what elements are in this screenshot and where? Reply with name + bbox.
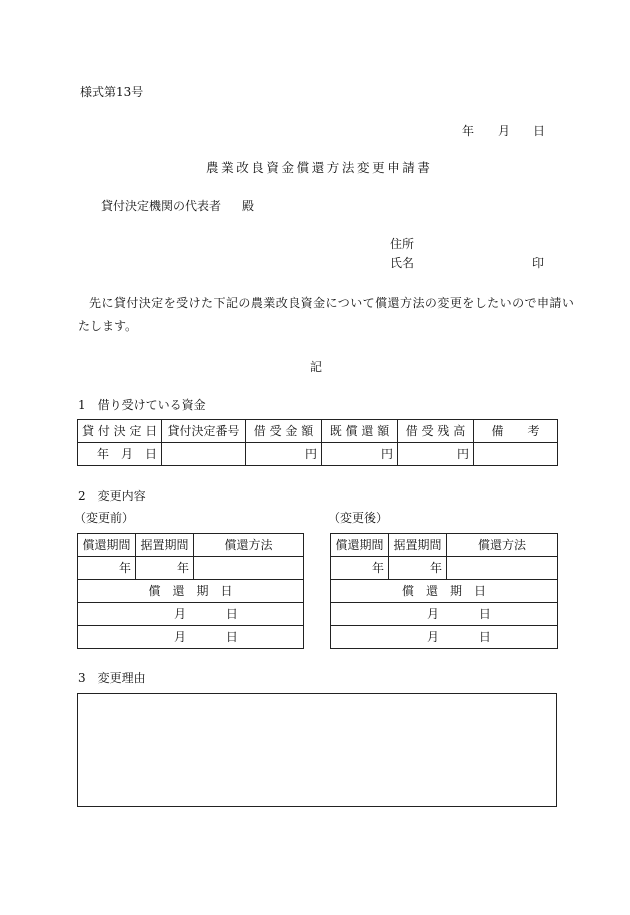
after-due-row: [331, 603, 558, 626]
before-header-method: 償還方法: [194, 534, 304, 557]
loan-amount-field[interactable]: 円: [246, 443, 322, 466]
after-header-period: 償還期間: [331, 534, 389, 557]
before-due-day-1: 日: [225, 607, 238, 621]
loan-table-row: [78, 443, 558, 466]
after-due-month-1: 月: [427, 607, 440, 621]
address-label: 住所: [390, 237, 415, 251]
before-due-month-1: 月: [174, 607, 187, 621]
loan-table: [77, 419, 558, 466]
date-month-label: 月: [498, 124, 511, 138]
header-remarks: 備 考: [474, 420, 558, 443]
section1-heading: 1 借り受けている資金: [78, 398, 206, 412]
before-due-day-2: 日: [225, 630, 238, 644]
balance-field[interactable]: 円: [398, 443, 474, 466]
before-due-month-2: 月: [174, 630, 187, 644]
header-balance: 借 受 残 高: [398, 420, 474, 443]
before-period-field[interactable]: 年: [78, 557, 136, 580]
date-day-label: 日: [533, 124, 546, 138]
after-due-date-field-1[interactable]: [331, 603, 558, 626]
header-decision-number: 貸付決定番号: [162, 420, 246, 443]
before-due-row: [78, 626, 304, 649]
after-period-field[interactable]: 年: [331, 557, 389, 580]
date-year-label: 年: [462, 124, 475, 138]
before-method-field[interactable]: [194, 557, 304, 580]
before-header-period: 償還期間: [78, 534, 136, 557]
before-table: [77, 533, 304, 649]
section3-heading: 3 変更理由: [78, 671, 146, 685]
after-due-row: [331, 626, 558, 649]
after-due-day-2: 日: [478, 630, 491, 644]
addressee-honorific: 殿: [242, 199, 255, 213]
decision-date-field[interactable]: 年 月 日: [78, 443, 162, 466]
repaid-amount-field[interactable]: 円: [322, 443, 398, 466]
remarks-field[interactable]: [474, 443, 558, 466]
after-due-month-2: 月: [427, 630, 440, 644]
addressee-label: 貸付決定機関の代表者: [101, 199, 222, 213]
before-due-row: [78, 603, 304, 626]
before-due-date-field-1[interactable]: [78, 603, 304, 626]
after-due-day-1: 日: [478, 607, 491, 621]
after-due-date-header: 償 還 期 日: [331, 580, 558, 603]
decision-number-field[interactable]: [162, 443, 246, 466]
after-header-deferment: 据置期間: [389, 534, 447, 557]
ki-label: 記: [310, 360, 323, 374]
after-method-field[interactable]: [447, 557, 558, 580]
after-deferment-field[interactable]: 年: [389, 557, 447, 580]
before-due-header-row: [78, 580, 304, 603]
after-header-row: [331, 534, 558, 557]
seal-label: 印: [532, 256, 545, 270]
name-label: 氏名: [390, 256, 415, 270]
body-text-line1: 先に貸付決定を受けた下記の農業改良資金について償還方法の変更をしたいので申請い: [89, 296, 575, 310]
loan-table-header-row: [78, 420, 558, 443]
before-due-date-field-2[interactable]: [78, 626, 304, 649]
page-title: 農業改良資金償還方法変更申請書: [206, 160, 433, 175]
change-reason-field[interactable]: [77, 693, 557, 807]
before-due-date-header: 償 還 期 日: [78, 580, 304, 603]
before-label: （変更前）: [74, 511, 135, 525]
after-table: [330, 533, 558, 649]
header-loan-amount: 借 受 金 額: [246, 420, 322, 443]
after-label: （変更後）: [328, 511, 389, 525]
after-due-header-row: [331, 580, 558, 603]
header-decision-date: 貸 付 決 定 日: [78, 420, 162, 443]
before-values-row: [78, 557, 304, 580]
after-due-date-field-2[interactable]: [331, 626, 558, 649]
before-header-deferment: 据置期間: [136, 534, 194, 557]
section2-heading: 2 変更内容: [78, 489, 146, 503]
before-deferment-field[interactable]: 年: [136, 557, 194, 580]
body-text-line2: たします。: [78, 319, 138, 333]
before-header-row: [78, 534, 304, 557]
header-repaid-amount: 既 償 還 額: [322, 420, 398, 443]
form-number: 様式第13号: [80, 85, 144, 99]
after-header-method: 償還方法: [447, 534, 558, 557]
after-values-row: [331, 557, 558, 580]
